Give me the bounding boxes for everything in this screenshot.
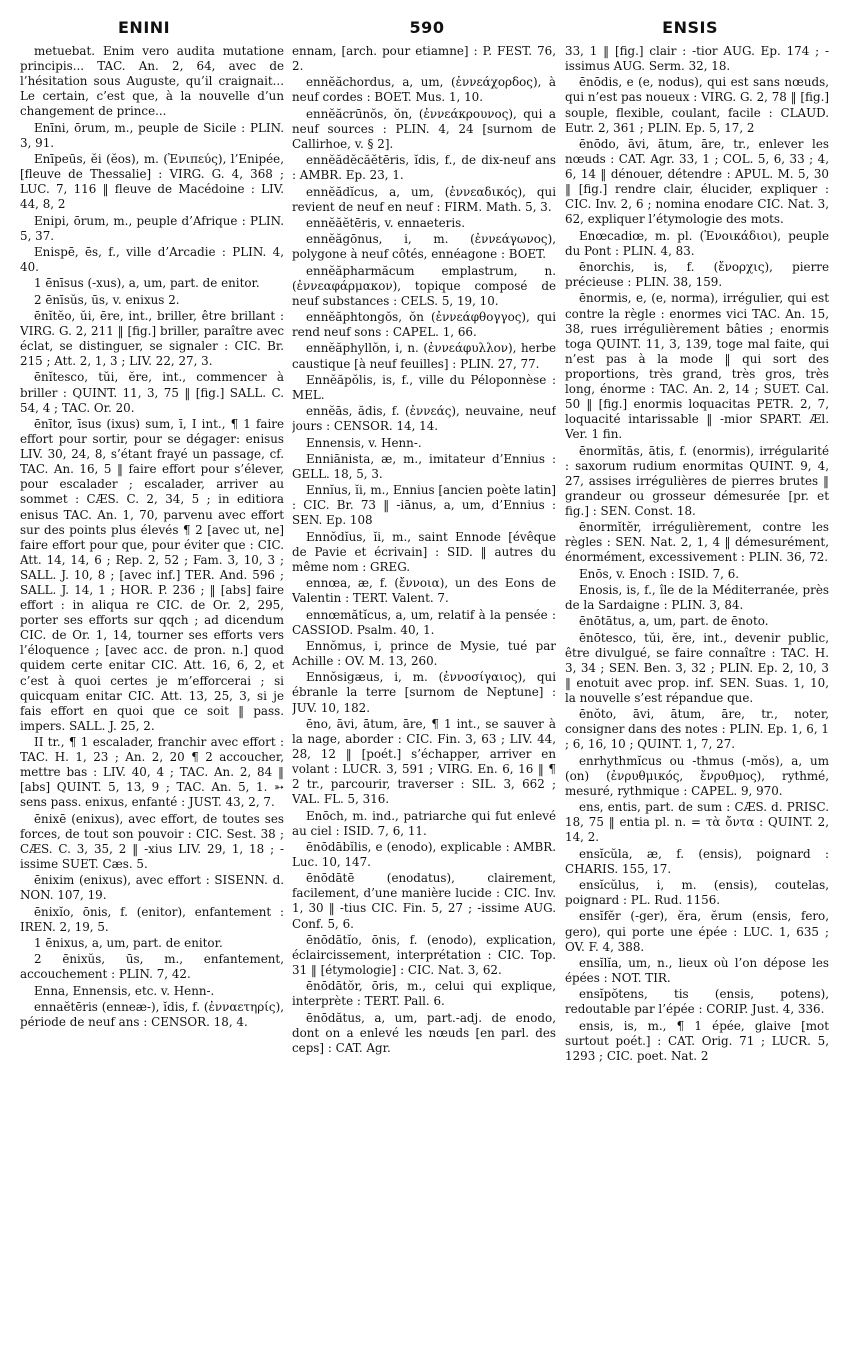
dictionary-entry: Enipi, ōrum, m., peuple d’Afrique : PLIN. 5, 37. [20, 213, 284, 243]
dictionary-entry: ennĕăphtongŏs, ŏn (ἐννεάφθογγος), qui rend neuf sons : CAPEL. 1, 66. [292, 310, 556, 340]
dictionary-entry: Ennĭus, ĭi, m., Ennius [ancien poète latin] : CIC. Br. 73 ‖ -iānus, a, um, d’Ennius : SEN. Ep. 108 [292, 483, 556, 528]
dictionary-entry: Enniānista, æ, m., imitateur d’Ennius : GELL. 18, 5, 3. [292, 451, 556, 481]
dictionary-entry: ennam, [arch. pour etiamne] : P. FEST. 76, 2. [292, 44, 556, 74]
dictionary-entry: 1 ēnixus, a, um, part. de enitor. [34, 936, 223, 951]
dictionary-entry: ennĕăĕtēris, v. ennaeteris. [306, 215, 466, 230]
dictionary-entry: ensĭpŏtens, tis (ensis, potens), redoutable par l’épée : CORIP. Just. 4, 336. [565, 987, 829, 1017]
dictionary-entry: Ennensis, v. Henn-. [306, 435, 422, 450]
dictionary-entry: ensĭcŭla, æ, f. (ensis), poignard : CHARIS. 155, 17. [565, 846, 829, 876]
dictionary-entry: ensis, is, m., ¶ 1 épée, glaive [mot surtout poét.] : CAT. Orig. 71 ; LUCR. 5, 1293 ; CIC. poet. Nat. 2 [565, 1018, 829, 1063]
dictionary-entry: ēnŏto, āvi, ātum, āre, tr., noter, consigner dans des notes : PLIN. Ep. 1, 6, 1 ; 6, 16, 10 ; QUINT. 1, 7, 27. [565, 707, 829, 752]
running-head-left: ENINI [118, 18, 171, 37]
dictionary-entry: II tr., ¶ 1 escalader, franchir avec effort : TAC. H. 1, 23 ; An. 2, 20 ¶ 2 accoucher, mettre bas : LIV. 40, 4 ; TAC. An. 2, 84 ‖ [abs] QUINT. 5, 13, 9 ; TAC. An. 5, 1. ➳ sens pass. enixus, enfanté : JUST. 43, 2, 7. [20, 735, 284, 810]
dictionary-entry: Ennŏmus, i, prince de Mysie, tué par Achille : OV. M. 13, 260. [292, 638, 556, 669]
dictionary-entry: metuebat. Enim vero audita mutatione principis... TAC. An. 2, 64, avec de l’hésitation sous Auguste, qu’il craignait... Le certain, c’est que, à la nouvelle d’un changement de prince... [20, 44, 284, 119]
dictionary-entry: ēnōdătus, a, um, part.-adj. de enodo, dont on a enlevé les nœuds [en parl. des ceps] : CAT. Agr. [292, 1010, 556, 1055]
dictionary-entry: Enœcadiœ, m. pl. (Ἐνοικάδιοι), peuple du Pont : PLIN. 4, 83. [565, 228, 829, 258]
dictionary-entry: ennĕăphyllŏn, i, n. (ἐννεάφυλλον), herbe caustique [à neuf feuilles] : PLIN. 27, 77. [292, 341, 556, 371]
dictionary-entry: ēnōdātĭo, ōnis, f. (enodo), explication, éclaircissement, interprétation : CIC. Top. 31 ‖ [étymologie] : CIC. Nat. 3, 62. [292, 932, 556, 978]
column-right [565, 44, 829, 1360]
dictionary-entry: enrhythmĭcus ou -thmus (-mŏs), a, um (on) (ἐνρυθμικός, ἔνρυθμος), rythmé, mesuré, rythmique : CAPEL. 9, 970. [565, 753, 829, 798]
dictionary-entry: ennaĕtēris (enneæ-), ĭdis, f. (ἐνναετηρίς), période de neuf ans : CENSOR. 18, 4. [20, 1000, 284, 1030]
dictionary-entry: ennœa, æ, f. (ἔννοια), un des Eons de Valentin : TERT. Valent. 7. [292, 576, 556, 606]
dictionary-entry: ens, entis, part. de sum : CÆS. d. PRISC. 18, 75 ‖ entia pl. n. = τὰ ὄντα : QUINT. 2, 14, 2. [565, 800, 829, 845]
dictionary-entry: ēnormis, e, (e, norma), irrégulier, qui est contre la règle : enormes vici TAC. An. 15, 38, rues irrégulièrement bâties ; enormis toga QUINT. 11, 3, 139, toge mal faite, qui n’est pas à la mode ‖ qui sort des proportions, très grand, très gros, très long, énorme : TAC. An. 2, 14 ; SUET. Cal. 50 ‖ [fig.] enormis loquacitas PETR. 2, 7, loquacité intarissable ‖ -mior SPART. Æl. Ver. 1 fin. [565, 291, 829, 442]
dictionary-entry: ennĕădĭcus, a, um, (ἐννεαδικός), qui revient de neuf en neuf : FIRM. Math. 5, 3. [292, 184, 556, 214]
dictionary-entry: ennĕăpharmăcum emplastrum, n. (ἐννεαφάρμακον), topique composé de neuf substances : CELS. 5, 19, 10. [292, 263, 556, 308]
dictionary-entry: ēnormĭtĕr, irrégulièrement, contre les règles : SEN. Nat. 2, 1, 4 ‖ démesurément, énormément, excessivement : PLIN. 36, 72. [565, 520, 829, 565]
dictionary-entry: Enosis, is, f., île de la Méditerranée, près de la Sardaigne : PLIN. 3, 84. [565, 582, 829, 613]
dictionary-entry: ensĭfĕr (-ger), ĕra, ĕrum (ensis, fero, gero), qui porte une épée : LUC. 1, 635 ; OV. F. 4, 388. [565, 909, 829, 954]
dictionary-entry: ennĕăcrūnŏs, ŏn, (ἐννεάκρουνος), qui a neuf sources : PLIN. 4, 24 [surnom de Callirhoe, v. § 2]. [292, 106, 556, 151]
dictionary-entry: ennĕās, ădis, f. (ἐννεάς), neuvaine, neuf jours : CENSOR. 14, 14. [292, 404, 556, 434]
dictionary-entry: ēnōtesco, tŭi, ĕre, int., devenir public, être divulgué, se faire connaître : TAC. H. 3, 34 ; SEN. Ben. 3, 32 ; PLIN. Ep. 2, 10, 3 ‖ enotuit avec prop. inf. SEN. Suas. 1, 10, la nouvelle s’est répandue que. [565, 630, 829, 705]
page-header [0, 0, 854, 44]
dictionary-entry: ennĕăgōnus, i, m. (ἐννεάγωνος), polygone à neuf côtés, ennéagone : BOET. [292, 232, 556, 262]
dictionary-entry: ēnixim (enixus), avec effort : SISENN. d. NON. 107, 19. [20, 873, 284, 903]
dictionary-entry: Enōs, v. Enoch : ISID. 7, 6. [579, 566, 740, 581]
dictionary-entry: ēnorchis, is, f. (ἔνορχις), pierre précieuse : PLIN. 38, 159. [565, 260, 829, 290]
dictionary-entry: ensĭlĭa, um, n., lieux où l’on dépose les épées : NOT. TIR. [565, 955, 829, 985]
dictionary-entry: Ennŏsigæus, i, m. (ἐννοσίγαιος), qui ébranle la terre [surnom de Neptune] : JUV. 10, 182. [292, 670, 556, 715]
column-left [20, 44, 284, 1360]
dictionary-entry: Enna, Ennensis, etc. v. Henn-. [34, 983, 215, 998]
dictionary-entry: ēnixē (enixus), avec effort, de toutes ses forces, de tout son pouvoir : CIC. Sest. 38 ; CÆS. C. 3, 35, 2 ‖ -xius LIV. 29, 1, 18 ; -issime SUET. Cæs. 5. [20, 811, 284, 872]
dictionary-entry: Enīpeūs, ĕi (ĕos), m. (Ἐνιπεύς), l’Enipée, [fleuve de Thessalie] : VIRG. G. 4, 368 ; LUC. 7, 116 ‖ fleuve de Macédoine : LIV. 44, 8, 2 [20, 152, 284, 212]
dictionary-entry: ēnōdātē (enodatus), clairement, facilement, d’une manière lucide : CIC. Inv. 1, 30 ‖ -tius CIC. Fin. 5, 27 ; -issime AUG. Conf. 5, 6. [292, 871, 556, 931]
dictionary-entry: ēnōtātus, a, um, part. de ēnoto. [579, 614, 769, 629]
dictionary-entry: ennœmătĭcus, a, um, relatif à la pensée : CASSIOD. Psalm. 40, 1. [292, 607, 556, 637]
dictionary-entry: Enispē, ēs, f., ville d’Arcadie : PLIN. 4, 40. [20, 244, 284, 275]
dictionary-entry: ēnixĭo, ōnis, f. (enitor), enfantement : IREN. 2, 19, 5. [20, 904, 284, 934]
running-head-right: ENSIS [662, 18, 718, 37]
dictionary-entry: ēnītor, īsus (ixus) sum, ī, I int., ¶ 1 faire effort pour sortir, pour se dégager: enisus LIV. 30, 24, 8, s’étant frayé un passage, cf. TAC. An. 16, 5 ‖ faire effort pour s’élever, pour escalader ; escalader, arriver au sommet : CÆS. C. 2, 34, 5 ; in editiora enisus TAC. An. 1, 70, parvenu avec effort sur des points plus élevés ¶ 2 [avec ut, ne] faire effort pour que, pour éviter que : CIC. Att. 14, 14, 6 ; Rep. 2, 52 ; Fam. 3, 10, 3 ; SALL. J. 10, 8 ; [avec inf.] TER. And. 596 ; SALL. J. 14, 1 ; HOR. P. 236 ; ‖ [abs] faire effort : in aliqua re CIC. de Or. 2, 295, porter ses efforts sur qqch ; ad dicendum CIC. de Or. 1, 14, tourner ses efforts vers l’éloquence ; [avec acc. de pron. n.] quod quidem certe enitar CIC. Att. 16, 6, 2, et c’est à quoi certes je m’efforcerai ; si quicquam enitar CIC. Att. 13, 25, 3, si je fais effort en quoi que ce soit ‖ pass. impers. SALL. J. 25, 2. [20, 416, 284, 733]
dictionary-entry: ēnĭtesco, tŭi, ĕre, int., commencer à briller : QUINT. 11, 3, 75 ‖ [fig.] SALL. C. 54, 4 ; TAC. Or. 20. [20, 370, 284, 415]
dictionary-entry: ēno, āvi, ātum, āre, ¶ 1 int., se sauver à la nage, aborder : CIC. Fin. 3, 63 ; LIV. 44, 28, 12 ‖ [poét.] s’échapper, arriver en volant : LUCR. 3, 591 ; VIRG. En. 6, 16 ‖ ¶ 2 tr., parcourir, traverser : SIL. 3, 662 ; VAL. FL. 5, 316. [292, 716, 556, 807]
column-middle [292, 44, 556, 1360]
dictionary-entry: Ennŏdĭus, ĭi, m., saint Ennode [évêque de Pavie et écrivain] : SID. ‖ autres du même nom : GREG. [292, 529, 556, 574]
dictionary-entry: Ennĕăpŏlis, is, f., ville du Péloponnèse : MEL. [292, 372, 556, 402]
dictionary-entry: ēnōdis, e (e, nodus), qui est sans nœuds, qui n’est pas noueux : VIRG. G. 2, 78 ‖ [fig.] souple, flexible, coulant, facile : CLAUD. Eutr. 2, 361 ; PLIN. Ep. 5, 17, 2 [565, 75, 829, 135]
page-number: 590 [409, 18, 445, 37]
dictionary-entry: 1 ēnīsus (-xus), a, um, part. de enitor. [34, 276, 260, 291]
dictionary-entry: ēnōdātŏr, ōris, m., celui qui explique, interprète : TERT. Pall. 6. [292, 979, 556, 1009]
dictionary-entry: 2 ēnīsŭs, ūs, v. enixus 2. [34, 292, 180, 307]
dictionary-entry: 33, 1 ‖ [fig.] clair : -tior AUG. Ep. 174 ; -issimus AUG. Serm. 32, 18. [565, 44, 829, 74]
dictionary-entry: Enōch, m. ind., patriarche qui fut enlevé au ciel : ISID. 7, 6, 11. [292, 808, 556, 838]
dictionary-entry: ennĕăchordus, a, um, (ἐννεάχορδος), à neuf cordes : BOET. Mus. 1, 10. [292, 75, 556, 105]
dictionary-entry: ēnōdo, āvi, ātum, āre, tr., enlever les nœuds : CAT. Agr. 33, 1 ; COL. 5, 6, 33 ; 4, 6, 14 ‖ dénouer, détendre : APUL. M. 5, 30 ‖ [fig.] rendre clair, élucider, expliquer : CIC. Inv. 2, 6 ; nomina enodare CIC. Nat. 3, 62, expliquer l’étymologie des mots. [565, 136, 829, 227]
dictionary-entry: ennĕădĕcăĕtēris, ĭdis, f., de dix-neuf ans : AMBR. Ep. 23, 1. [292, 153, 556, 183]
dictionary-entry: Enīni, ōrum, m., peuple de Sicile : PLIN. 3, 91. [20, 120, 284, 150]
dictionary-entry: 2 ēnixŭs, ūs, m., enfantement, accouchement : PLIN. 7, 42. [20, 952, 284, 982]
dictionary-entry: ēnĭtĕo, ŭi, ēre, int., briller, être brillant : VIRG. G. 2, 211 ‖ [fig.] briller, paraître avec éclat, se distinguer, se signaler : CIC. Br. 215 ; Att. 2, 1, 3 ; LIV. 22, 27, 3. [20, 308, 284, 369]
dictionary-entry: ensĭcŭlus, i, m. (ensis), coutelas, poignard : PL. Rud. 1156. [565, 878, 829, 908]
dictionary-entry: ēnormĭtās, ātis, f. (enormis), irrégularité : saxorum rudium enormitas QUINT. 9, 4, 27, assises irrégulières de pierres brutes ‖ grandeur ou grosseur démesurée [pr. et fig.] : SEN. Const. 18. [565, 443, 829, 518]
dictionary-entry: ēnōdābĭlis, e (enodo), explicable : AMBR. Luc. 10, 147. [292, 839, 556, 869]
